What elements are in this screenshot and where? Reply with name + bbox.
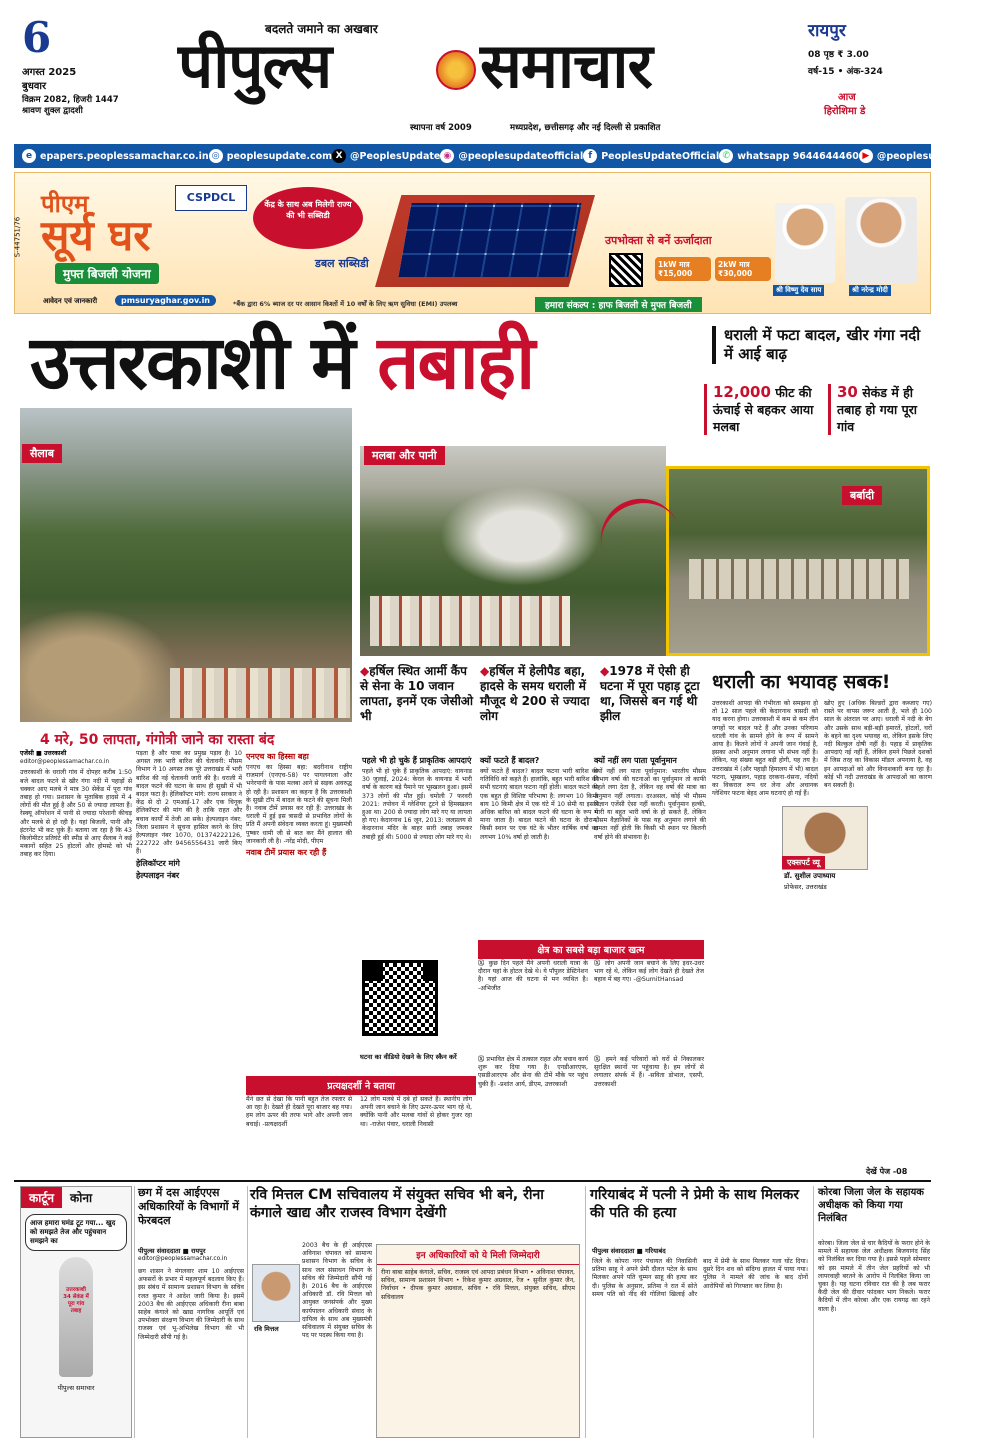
ad-resolve: हमारा संकल्प : हाफ बिजली से मुफ्त बिजली — [535, 297, 702, 312]
hdr-why: क्यों फटते हैं बादल? — [480, 756, 540, 765]
cartoon-credit: पीपुल्स समाचार — [57, 1384, 95, 1392]
youtube-icon: ▶ — [859, 149, 873, 163]
col-6 — [594, 754, 706, 932]
point-helipad: ◆हर्षिल में हेलीपैड बहा, हादसे के समय धराली में मौजूद थे 200 से ज्यादा लोग — [480, 664, 590, 723]
tag-ruin: बर्बादी — [842, 486, 882, 505]
social-youtube[interactable]: ▶ @peoplesupdateofficial — [859, 149, 1002, 163]
mittal-text: 2003 बैच के ही आईएएस अविनाश चंपावत को सामान्य प्रशासन विभाग के सचिव के साथ जल संसाधन विभाग के सचिव की जिम्मेदारी सौंपी गई है। 2016 बैच के आईएएस अधिकारी डॉ. रवि मित्तल को आयुक्त जनसंपर्क और मुख्य कार्यपालन अधिकारी संवाद के दायित्व के साथ अब मुख्यमंत्री सचिवालय में संयुक्त सचिव के पद पर पदस्थ किया गया है। — [302, 1242, 372, 1340]
social-web[interactable]: ◎ peoplesupdate.com — [209, 149, 332, 163]
solar-roof-image — [375, 195, 595, 287]
cartoon-box — [20, 1186, 132, 1438]
debris-photo — [360, 446, 666, 656]
rule-v3 — [585, 1186, 586, 1438]
volume-issue: वर्ष-15 • अंक-324 — [808, 67, 883, 77]
market-banner: क्षेत्र का सबसे बड़ा बाजार खत्म — [478, 940, 704, 959]
globe-icon: e — [22, 149, 36, 163]
aaj-value: हिरोशिमा डे — [824, 106, 866, 117]
mittal-photo — [252, 1264, 300, 1322]
x-icon: Ⓧ — [478, 960, 489, 967]
x-icon: Ⓧ — [594, 1056, 606, 1063]
date-tithi: श्रावण शुक्ल द्वादशी — [22, 106, 83, 116]
expert-col-2-text: खोए हुए (अधिक बिल्डरों द्वारा कब्जाए गए) रास्ते पर वापस जरूर आती है, भले ही 100 साल के अंतराल पर आए। धराली में नदी के वेग और उसके साथ बड़ी-बड़ी इमारतें, होटलों, घरों के बहने का दृश्य भयावह था, लेकिन इसके लिए नदी बिल्कुल दोषी नहीं है। पहाड़ में प्राकृतिक आपदाएं नई नहीं हैं, लेकिन हमने पिछले दशकों में जिस तरह का विकास मॉडल अपनाया है, वह इन आपदाओं को और विनाशकारी बना रहा है। कोई भी नदी उत्तराखंड के आपदाओं का कारण बन सकती है। — [824, 700, 932, 790]
instagram-icon: ◉ — [440, 149, 454, 163]
qr-caption: घटना का वीडियो देखने के लिए स्कैन करें — [360, 1053, 457, 1061]
fact-seconds-text: सेकंड में ही तबाह हो गया पूरा गांव — [837, 385, 918, 434]
col-2 — [136, 750, 242, 1160]
col-3-text: एनएच का हिस्सा बहा: बदरीनाथ राष्ट्रीय राजमार्ग (एनएच-58) पर पागलनाला और भनेरपानी के पास मलबा आने से सड़क अवरुद्ध हो रही है। प्रशासन का कहना है कि उत्तरकाशी के सुखी टॉप में बादल के फटने की सूचना मिली है। नवाब टीमें प्रयास कर रही हैं: उत्तराखंड के धराली में हुई इस त्रासदी से प्रभावित लोगों के प्रति मैं अपनी संवेदना व्यक्त करता हूं। मुख्यमंत्री पुष्कर धामी जी से बात कर मैंने हालात की जानकारी ली है। -नरेंद्र मोदी, पीएम — [246, 764, 352, 845]
hdr-heli: हेलिकॉप्टर मांगे — [136, 858, 180, 868]
gariya-headline: गरियाबंद में पत्नी ने प्रेमी के साथ मिलकर की पति की हत्या — [590, 1187, 800, 1221]
subsidy-badge: केंद्र के साथ अब मिलेगी राज्य की भी सब्सिडी — [253, 187, 363, 249]
fact-height-text: फीट की ऊंचाई से बहकर आया मलबा — [713, 385, 814, 434]
ias-headline: छग में दस आईएएस अधिकारियों के विभागों में फेरबदल — [138, 1186, 239, 1227]
whatsapp-icon: ✆ — [719, 149, 733, 163]
witness-2: 12 लोग मलबे में दबे हो सकते हैं। स्थानीय लोग अपनी जान बचाने के लिए ऊपर-ऊपर भाग रहे थे, क्योंकि पानी और मलबा गांवों से होकर गुजर रहा था। -राजेश पंवार, धराली निवासी — [360, 1096, 472, 1128]
col-5-text: क्यों फटते हैं बादल? बादल फटना भारी बारिश की गतिविधि को कहते हैं। हालांकि, बहुत भारी बारिश की सभी घटनाएं बादल फटना नहीं होती। बादल फटने की एक बहुत ही विशिष्ट परिभाषा है: लगभग 10 किमी बाय 10 किमी क्षेत्र में एक घंटे में 10 सेमी या इससे अधिक बारिश को बादल फटने की घटना के रूप में माना जाता है। बादल फटने की घटना के दौरान, किसी स्थान पर एक घंटे के भीतर वार्षिक वर्षा का लगभग 10% वर्षा हो जाती है। — [480, 768, 598, 841]
fact-height — [704, 384, 820, 435]
x-icon: Ⓧ — [478, 1056, 487, 1063]
cm-photo — [775, 203, 835, 283]
officers-box — [376, 1244, 580, 1438]
aaj-label: आज — [838, 92, 856, 103]
gariya-text: जिले के कोपरा नगर पंचायत की निवासिनी प्रतिमा साहू ने अपने प्रेमी दौलत पटेल के साथ मिलकर अपने पति चुम्मन साहू की हत्या कर दी। पुलिस के अनुसार, प्रतिमा ने रात में सोते समय पति को नींद की गोलियां खिलाई और बाद में प्रेमी के साथ मिलकर गला घोंट दिया। दूसरे दिन शव को संदिग्ध हालत में पाया गया। पुलिस ने मामले की जांच के बाद दोनों आरोपियों को गिरफ्तार कर लिया है। — [592, 1258, 808, 1298]
title-left: पीपुल्स — [178, 29, 332, 102]
ias-email: editor@peoplessamachar.co.in — [138, 1256, 228, 1262]
pm-photo — [845, 197, 917, 283]
cartoon-label-a: कार्टून — [21, 1187, 62, 1208]
social-whatsapp[interactable]: ✆ whatsapp 9644644460 — [719, 149, 859, 163]
social-facebook[interactable]: f PeoplesUpdateOfficial — [583, 149, 719, 163]
date-month: अगस्त 2025 — [22, 67, 77, 78]
side-headline: धराली में फटा बादल, खीर गंगा नदी में आई बाढ़ — [712, 326, 932, 364]
edition-city: रायपुर — [808, 21, 846, 41]
rule-v1 — [134, 1186, 135, 1438]
col-2-text: पड़ता है और यात्रा का प्रमुख पड़ाव है। 10 अगस्त तक भारी बारिश की चेतावनी: मौसम विभाग ने 10 अगस्त तक पूरे उत्तराखंड में भारी बारिश की नई चेतावनी जारी की है। धराली में बादल फटने की घटना के साथ ही सुखी में भी बादल फटा है। हेलिकॉप्टर मांगे: राज्य सरकार ने केंद्र से दो 2 एमआई-17 और एक चिनूक हेलिकॉप्टर की मांग की है ताकि राहत और बचाव कार्यों में तेजी आ सके। हेल्पलाइन नंबर: जिला प्रशासन ने सूचना हासिल करने के लिए हेल्पलाइन नंबर 1070, 01374222126, 222722 और 9456556431 जारी किए हैं। — [136, 750, 242, 856]
qr-code[interactable] — [362, 960, 438, 1036]
pages-price: 08 पृष्ठ ₹ 3.00 — [808, 50, 869, 60]
double-subsidy: डबल सब्सिडी — [315, 257, 369, 270]
cartoon-label-b: कोना — [70, 1191, 93, 1205]
hdr-past: पहले भी हो चुके हैं प्राकृतिक आपदाएं — [362, 756, 472, 765]
cartoon-bubble: आज हमारा घमंड टूट गया... खुद को समझते तेज और पहुंचवान समझने का — [25, 1214, 127, 1251]
x-icon: Ⓧ — [594, 960, 605, 967]
expert-name: डॉ. सुशील उपाध्याय — [784, 872, 836, 880]
expert-col-1 — [712, 700, 818, 1160]
ad-apply: आवेदन एवं जानकारी — [43, 297, 98, 305]
ad-kw2: 2kW मात्र ₹30,000 — [715, 257, 771, 281]
ad-consumer: उपभोक्ता से बनें ऊर्जादाता — [605, 234, 712, 247]
gariya-byline: पीपुल्स संवाददाता ■ गरियाबंद — [592, 1247, 666, 1255]
col-6-text: क्यों नहीं लग पाता पूर्वानुमान: भारतीय मौसम विभाग वर्षा की घटनाओं का पूर्वानुमान तो काफी पहले लगा देता है, लेकिन वह वर्षा की मात्रा का अनुमान नहीं लगाता। दरअसल, कोई भी मौसम विज्ञान एजेंसी ऐसा नहीं करती। पूर्वानुमान हल्की, भारी या बहुत भारी वर्षा के हो सकते हैं, लेकिन मौसम वैज्ञानिकों के पास यह अनुमान लगाने की क्षमता नहीं होती कि किसी भी स्थान पर कितनी वर्षा होने की संभावना है। — [594, 768, 706, 841]
rule-v4 — [813, 1186, 814, 1438]
ad-surya-ghar: सूर्य घर — [41, 211, 151, 260]
pm-name: श्री नरेन्द्र मोदी — [849, 285, 891, 296]
fact-seconds — [828, 384, 932, 435]
tagline: बदलते जमाने का अखबार — [265, 22, 378, 36]
col-5 — [480, 754, 598, 952]
tweet-3: Ⓧ प्रभावित क्षेत्र में तत्काल राहत और बचाव कार्य शुरू कर दिया गया है। एनडीआरएफ, एसडीआरएफ और सेना की टीमें मौके पर पहुंच चुकी हैं। -प्रशांत आर्य, डीएम, उत्तरकाशी — [478, 1056, 588, 1088]
headline-part-b: तबाही — [377, 320, 534, 406]
officers-box-head: इन अधिकारियों को ये मिली जिम्मेदारी — [377, 1245, 579, 1265]
ad-url[interactable]: pmsuryaghar.gov.in — [115, 295, 216, 306]
ruin-photo — [666, 466, 930, 656]
social-instagram[interactable]: ◉ @peoplesupdateofficial — [440, 149, 583, 163]
date-weekday: बुधवार — [22, 81, 47, 92]
rule-v2 — [247, 1186, 248, 1438]
rocket-drawing — [59, 1257, 93, 1377]
social-strip — [14, 144, 1002, 168]
officers-box-items: रीना बाबा साहेब कंगाले, सचिव, राजस्व एवं आपदा प्रबंधन विभाग • अविनाश चंपावत, सचिव, सामान्य प्रशासन विभाग • रिकेश कुमार अग्रवाल, रेंज • सुनील कुमार जैन, निर्वाचन • दीपक कुमार अग्रवाल, सचिव • रवि मित्तल, संयुक्त सचिव, सीएम सचिवालय — [381, 1269, 575, 1301]
cm-name: श्री विष्णु देव साय — [773, 285, 824, 296]
ad-scheme: मुफ्त बिजली योजना — [55, 263, 159, 284]
cartoon-rocket-text: उत्तरकाशी 34 सेकंड में पूरा गांव तबाह — [63, 1287, 89, 1314]
expert-col-1-text: उत्तरकाशी आपदा की गंभीरता को समझना हो तो 12 साल पहले की केदारनाथ त्रासदी को याद करना होगा। उत्तरकाशी में कम से कम तीन जगहों पर बादल फटे हैं और उनका परिणाम धराली गांव के सामने होने के रूप में सामने आया है। कितने लोगों ने अपनी जान गंवाई है, इसका अभी अनुमान लगाना भी संभव नहीं है। लेकिन, यह संख्या बहुत बड़ी होगी, यह तय है। उत्तराखंड में (और पहाड़ी हिमालय में भी) बादल फटना, भूस्खलन, पहाड़ दरकना-धंसना, नदियों का विकराल रूप धर लेना और अचानक ग्लेशियर फटना बेहद आम घटनाएं हो गई हैं। — [712, 700, 818, 798]
mittal-headline: रवि मित्तल CM सचिवालय में संयुक्त सचिव भी बने, रीना कंगाले खाद्य और राजस्व विभाग देखेंगी — [250, 1187, 544, 1221]
ias-byline: पीपुल्स संवाददाता ■ रायपुर — [138, 1247, 206, 1255]
lead-email: editor@peoplessamachar.co.in — [20, 759, 110, 766]
web-icon: ◎ — [209, 149, 223, 163]
hdr-forecast: क्यों नहीं लग पाता पूर्वानुमान — [594, 756, 677, 765]
hdr-helpline: हेल्पलाइन नंबर — [136, 870, 180, 880]
mittal-caption: रवि मित्तल — [254, 1325, 279, 1333]
masthead — [0, 0, 945, 142]
social-epaper[interactable]: e epapers.peoplessamachar.co.in — [22, 149, 209, 163]
x-icon: X — [332, 149, 346, 163]
date-number: 6 — [22, 13, 52, 62]
expert-badge: एक्सपर्ट व्यू — [782, 856, 825, 869]
expert-col-2 — [824, 700, 932, 1160]
expert-more[interactable]: देखें पेज -08 — [866, 1167, 908, 1176]
col-3 — [246, 750, 352, 1072]
witness-banner: प्रत्यक्षदर्शी ने बताया — [246, 1076, 476, 1095]
date-vikram: विक्रम 2082, हिजरी 1447 — [22, 95, 119, 105]
tweet-4: Ⓧ हमने कई परिवारों को घरों से निकालकर सुरक्षित स्थानों पर पहुंचाया है। हम लोगों से लगातार संपर्क में हैं। -सविता डोभाल, एसपी, उत्तरकाशी — [594, 1056, 704, 1088]
korba-text: कोरबा। जिला जेल से चार कैदियों के फरार होने के मामले में सहायक जेल अधीक्षक बिजयानंद सिंह को निलंबित कर दिया गया है। इससे पहले सोमवार को इस मामले में तीन जेल प्रहरियों को भी लापरवाही बरतने के आरोप में निलंबित किया जा चुका है। यह घटना रविवार रात की है जब फरार कैदी जेल की दीवार फांदकर भाग निकले। फरार कैदियों में तीन कोरबा और एक रायगढ़ का रहने वाला है। — [818, 1240, 930, 1313]
date-block — [22, 13, 122, 116]
korba-headline: कोरबा जिला जेल के सहायक अधीक्षक को किया गया निलंबित — [818, 1187, 924, 1224]
solar-ad[interactable] — [14, 172, 931, 314]
point-1978: ◆1978 में ऐसी ही घटना में पूरा पहाड़ टूटा था, जिससे बन गई थी झील — [600, 664, 700, 723]
col-1-text: उत्तरकाशी के धराली गांव में दोपहर करीब 1:50 बजे बादल फटने से खीर गंगा नदी में पहाड़ों से चक्कर आए मलबे ने मात्र 30 सेकेंड में पूरा गांव तबाह हो गया। प्रशासन के मुताबिक हादसे में 4 लोगों की मौत हुई है और 50 से ज्यादा लापता हैं। रेस्क्यू ऑपरेशन में पानी से ज्यादा परेशानी कीचड़ और मलबे से हो रही है। यहां बिजली, पानी और इंटरनेट भी कट चुके हैं। बताया जा रहा है कि 43 किलोमीटर प्रतिघंटे की स्पीड से आए सैलाब ने कई मकानों सहित 25 होटलों और होमस्टे को भी तबाह कर दिया। — [20, 769, 132, 859]
hdr-teams: नवाब टीमें प्रयास कर रही हैं — [246, 848, 327, 858]
tweet-2: Ⓧ लोग अपनी जान बचाने के लिए इधर-उधर भाग रहे थे, लेकिन कई लोग देखते ही देखते तेज बहाव में बह गए। -@SumitHansad — [594, 960, 704, 984]
lead-headline — [30, 322, 533, 404]
expert-role: प्रोफेसर, उत्तराखंड — [784, 883, 827, 891]
cartoon-label — [21, 1187, 131, 1208]
witness-1: मैंने छत से देखा कि पानी बहुत तेज रफ्तार से आ रहा है। देखते ही देखते पूरा बाजार बह गया। हम लोग ऊपर की तरफ भागे और अपनी जान बचाई। -प्रत्यक्षदर्शी — [246, 1096, 352, 1128]
tweet-1: Ⓧ कुछ दिन पहले मैंने अपनी धराली यात्रा के दौरान यहां के होटल देखे थे। ये पॉपुलर डेस्टिनेशन है। यहां आज की घटना से मन व्यथित है। -अभिजीत — [478, 960, 588, 992]
qr-code-ad[interactable] — [609, 253, 643, 287]
ad-kw1: 1kW मात्र ₹15,000 — [655, 257, 711, 281]
title-right: समाचार — [480, 29, 652, 102]
tag-flood: सैलाब — [22, 444, 62, 463]
ad-code: S-44751/76 — [13, 216, 22, 258]
ad-pm: पीएम — [41, 190, 89, 218]
logo-icon — [436, 50, 476, 90]
section-divider — [14, 1180, 931, 1182]
fact-height-num: 12,000 — [713, 383, 771, 401]
ias-text: छग शासन ने मंगलवार शाम 10 आईएएस अफसरों के प्रभार में महत्वपूर्ण बदलाव किए हैं। इस संबंध में सामान्य प्रशासन विभाग के सचिव रजत कुमार ने आदेश जारी किया है। इसमें 2003 बैच की आईएएस अधिकारी रीना बाबा साहेब कंगाले को खाद्य नागरिक आपूर्ति एवं उपभोक्ता संरक्षण विभाग की जिम्मेदारी के साथ राजस्व एवं भू-अभिलेख विभाग की भी जिम्मेदारी सौंपी गई है। — [138, 1268, 244, 1341]
lead-subhead: 4 मरे, 50 लापता, गंगोत्री जाने का रास्ता बंद — [40, 732, 275, 748]
founded: स्थापना वर्ष 2009 — [410, 123, 472, 133]
published-from: मध्यप्रदेश, छत्तीसगढ़ और नई दिल्ली से प्रकाशित — [510, 123, 661, 133]
headline-part-a: उत्तरकाशी में — [30, 320, 354, 406]
edition-block — [808, 18, 928, 117]
col-4 — [362, 754, 472, 952]
social-x[interactable]: X @PeoplesUpdate — [332, 149, 440, 163]
col-1 — [20, 750, 132, 1160]
ad-loan: *बैंक द्वारा 6% ब्याज दर पर आसान किश्तों में 10 वर्षों के लिए ऋण सुविधा (EMI) उपलब्ध — [233, 300, 458, 308]
fact-seconds-num: 30 — [837, 383, 858, 401]
point-army: ◆हर्षिल स्थित आर्मी कैंप से सेना के 10 जवान लापता, इनमें एक जेसीओ भी — [360, 664, 474, 723]
cspdcl-logo: CSPDCL — [175, 185, 247, 211]
flood-photo — [20, 408, 352, 722]
lead-agency: एजेंसी ■ उत्तरकाशी — [20, 750, 67, 757]
col-4-text: पहले भी हो चुके हैं प्राकृतिक आपदाएं: वायनाड 30 जुलाई, 2024: केरल के वायनाड में भारी वर्षा के कारण बड़े पैमाने पर भूस्खलन हुआ। इसमें 373 लोगों की मौत हुई। चमोली 7 फरवरी 2021: तपोवन में ग्लेशियर टूटने से हिमस्खलन हुआ था। 200 से ज्यादा लोग मारे गए या लापता हो गए। केदारनाथ 16 जून, 2013: जलप्रलय से केदारनाथ मंदिर के बाहर सारी तबाह जमकर तबाही हुई थी। 5000 से ज्यादा लोग मारे गए थे। — [362, 768, 472, 841]
tag-debris: मलबा और पानी — [364, 446, 445, 465]
hdr-nh: एनएच का हिस्सा बहा — [246, 752, 309, 761]
expert-title: धराली का भयावह सबक! — [712, 671, 891, 693]
facebook-icon: f — [583, 149, 597, 163]
